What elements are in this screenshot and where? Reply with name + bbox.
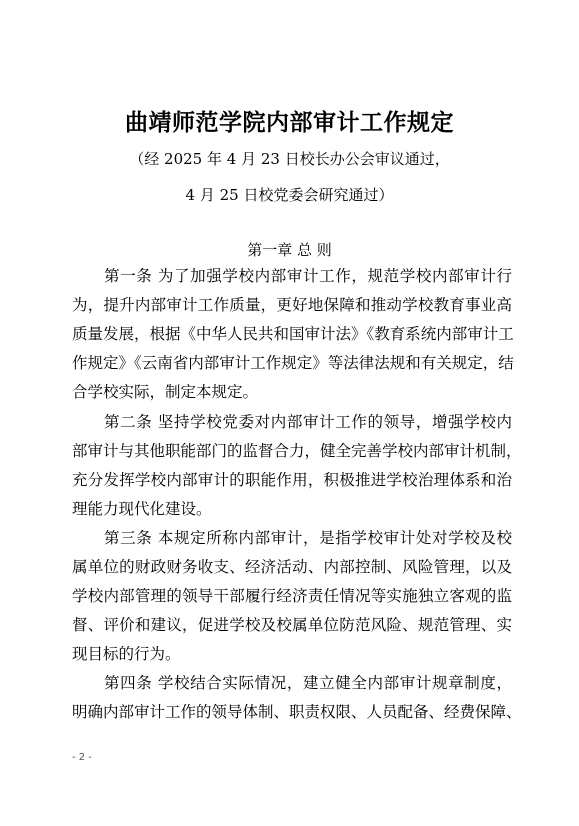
article-1-line: 为，提升内部审计工作质量，更好地保障和推动学校教育事业高 [72,296,512,314]
article-3-line: 现目标的行为。 [72,645,181,663]
chapter-heading: 第一章 总 则 [247,241,332,259]
page-number: - 2 - [72,752,92,763]
article-3-line: 学校内部管理的领导干部履行经济责任情况等实施独立客观的监 [72,587,512,605]
article-4-line: 明确内部审计工作的领导体制、职责权限、人员配备、经费保障、 [72,703,522,721]
approval-note-line-2: 4 月 25 日校党委会研究通过） [185,186,394,204]
article-3-line: 督、评价和建议，促进学校及校属单位防范风险、规范管理、实 [72,616,512,634]
article-4-line: 第四条 学校结合实际情况，建立健全内部审计规章制度， [104,674,512,692]
article-1-line: 合学校实际，制定本规定。 [72,383,259,401]
article-2-line: 理能力现代化建设。 [72,500,212,518]
article-1-line: 质量发展，根据《中华人民共和国审计法》《教育系统内部审计工 [72,325,514,343]
article-2-line: 第二条 坚持学校党委对内部审计工作的领导，增强学校内 [104,413,512,431]
article-1-line: 作规定》《云南省内部审计工作规定》等法律法规和有关规定，结 [72,354,514,372]
document-title: 曲靖师范学院内部审计工作规定 [125,109,454,136]
article-2-line: 部审计与其他职能部门的监督合力，健全完善学校内部审计机制， [72,442,522,460]
article-1-line: 第一条 为了加强学校内部审计工作，规范学校内部审计行 [104,267,512,285]
article-2-line: 充分发挥学校内部审计的职能作用，积极推进学校治理体系和治 [72,471,512,489]
approval-note-line-1: （经 2025 年 4 月 23 日校长办公会审议通过， [129,150,450,168]
article-3-line: 属单位的财政财务收支、经济活动、内部控制、风险管理，以及 [72,558,512,576]
article-3-line: 第三条 本规定所称内部审计，是指学校审计处对学校及校 [104,529,512,547]
